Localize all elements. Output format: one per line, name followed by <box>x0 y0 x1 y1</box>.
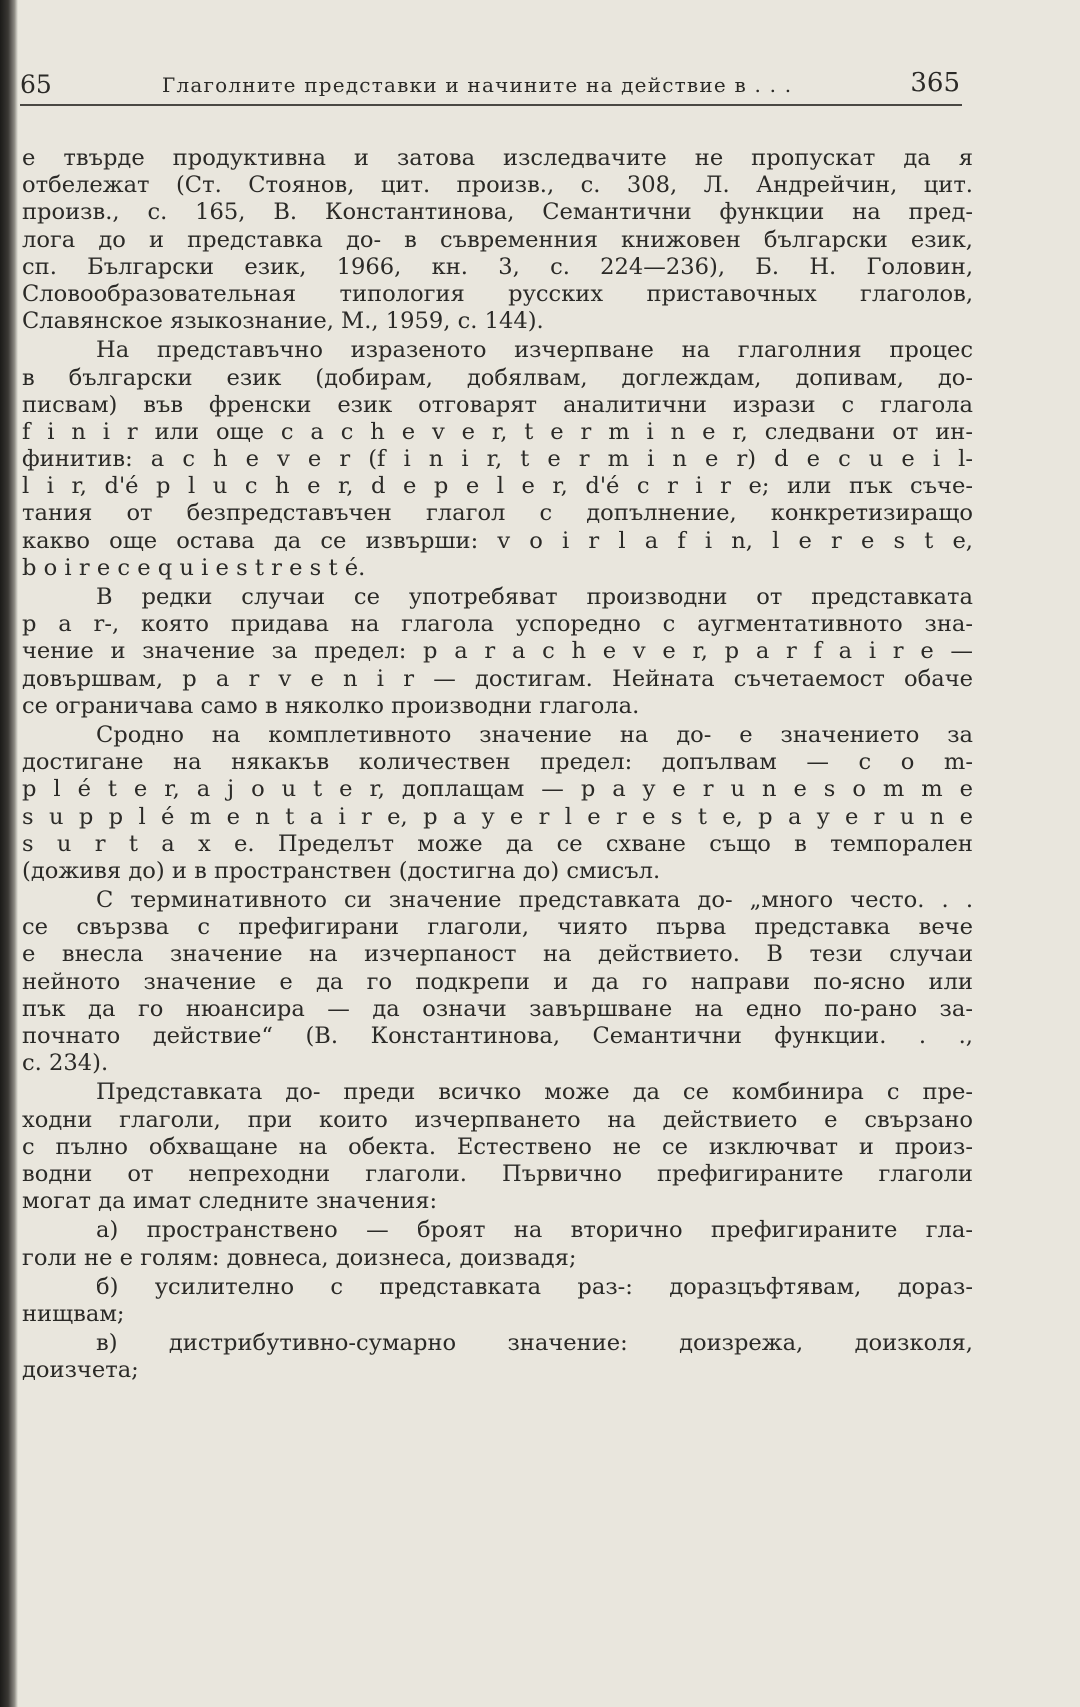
text-line: могат да имат следните значения: <box>22 1188 438 1215</box>
text-line: отбележат (Ст. Стоянов, цит. произв., с. 308, Л. Андрейчин, цит. <box>22 172 973 199</box>
paragraph <box>22 722 973 885</box>
text-line: Словообразовательная типология русских приставочных глаголов, <box>22 280 973 307</box>
paragraph <box>22 1274 973 1328</box>
paragraph <box>22 145 973 335</box>
text-line: l i r, d'é p l u c h e r, d e p e l e r, d'é c r i r e; или пък съче- <box>22 473 973 500</box>
text-line: лога до и представка до- в съвременния книжовен български език, <box>22 226 973 253</box>
text-line: Сродно на комплетивното значение на до- е значението за <box>96 721 973 748</box>
text-line: чение и значение за предел: p a r a c h e v e r, p a r f a i r e — <box>22 638 973 665</box>
text-line: писвам) във френски език отговарят аналитични изрази с глагола <box>22 391 973 418</box>
text-line: В редки случаи се употребяват производни от представката <box>96 584 973 610</box>
text-line: какво още остава да се извърши: v o i r l a f i n, l e r e s t e, <box>22 527 973 554</box>
text-line: се ограничава само в няколко производни глагола. <box>22 692 640 719</box>
text-line: b o i r e c e q u i e s t r e s t é. <box>22 554 366 581</box>
running-title: Глаголните представки и начините на действие в . . . <box>162 73 793 97</box>
text-line: с пълно обхващане на обекта. Естествено не се изключват и произ- <box>22 1133 973 1160</box>
running-header <box>20 60 962 106</box>
text-line: се свързва с префигирани глаголи, чиято първа представка вече <box>22 914 973 941</box>
text-line: а) пространствено — броят на вторично префигираните гла- <box>96 1217 973 1244</box>
text-line: p l é t e r, a j o u t e r, доплащам — p a y e r u n e s o m m e <box>22 776 973 803</box>
text-line: p a r-, която придава на глагола успоредно с аугментативното зна- <box>22 611 973 638</box>
text-line: ходни глаголи, при които изчерпването на действието е свързано <box>22 1106 973 1133</box>
body-text <box>22 143 973 1384</box>
paragraph <box>22 887 973 1077</box>
text-line: Представката до- преди всичко може да се комбинира с пре- <box>96 1079 973 1106</box>
paragraph <box>22 337 973 582</box>
paragraph <box>22 1217 973 1271</box>
text-line: финитив: a c h e v e r (f i n i r, t e r m i n e r) d e c u e i l- <box>22 446 973 473</box>
text-line: в) дистрибутивно-сумарно значение: доизрежа, доизколя, <box>96 1330 973 1357</box>
paragraph <box>22 1330 973 1384</box>
text-line: е твърде продуктивна и затова изследвачите не пропускат да я <box>22 145 973 171</box>
text-line: f i n i r или още с a c h e v e r, t e r m i n e r, следвани от ин- <box>22 418 973 445</box>
text-line: сп. Български език, 1966, кн. 3, с. 224—236), Б. Н. Головин, <box>22 253 973 280</box>
text-line: голи не е голям: довнеса, доизнеса, доизвадя; <box>22 1244 577 1271</box>
text-line: (доживя до) и в пространствен (достигна до) смисъл. <box>22 857 661 884</box>
paragraph <box>22 1079 973 1215</box>
text-line: s u r t a x e. Пределът може да се схване също в темпорален <box>22 830 973 857</box>
text-line: с. 234). <box>22 1050 109 1077</box>
text-line: Славянское языкознание, М., 1959, с. 144). <box>22 308 544 335</box>
text-line: тания от безпредставъчен глагол с допълнение, конкретизиращо <box>22 500 973 527</box>
text-line: С терминативното си значение представката до- „много често. . . <box>96 887 973 914</box>
page-number: 365 <box>910 68 960 98</box>
text-line: нейното значение е да го подкрепи и да го направи по-ясно или <box>22 968 973 995</box>
text-line: пък да го нюансира — да означи завършване на едно по-рано за- <box>22 995 973 1022</box>
text-line: На представъчно изразеното изчерпване на глаголния процес <box>96 337 973 364</box>
text-line: е внесла значение на изчерпаност на действието. В тези случаи <box>22 941 973 968</box>
text-line: б) усилително с представката раз-: доразцъфтявам, дораз- <box>96 1273 973 1300</box>
paragraph <box>22 584 973 720</box>
text-line: нищвам; <box>22 1300 125 1327</box>
text-line: в български език (добирам, добялвам, доглеждам, допивам, до- <box>22 364 973 391</box>
text-line: произв., с. 165, В. Константинова, Семантични функции на пред- <box>22 199 973 226</box>
text-line: почнато действие“ (В. Константинова, Семантични функции. . ., <box>22 1023 973 1049</box>
text-line: довършвам, p a r v e n i r — достигам. Нейната съчетаемост обаче <box>22 665 973 692</box>
text-line: водни от непреходни глаголи. Първично префигираните глаголи <box>22 1160 973 1187</box>
text-line: доизчета; <box>22 1357 139 1384</box>
text-line: достигане на някакъв количествен предел: допълвам — c o m- <box>22 749 973 776</box>
book-spine-shadow <box>0 0 18 1707</box>
facing-page-number: 65 <box>20 70 52 99</box>
text-line: s u p p l é m e n t a i r e, p a y e r l e r e s t e, p a y e r u n e <box>22 803 973 830</box>
